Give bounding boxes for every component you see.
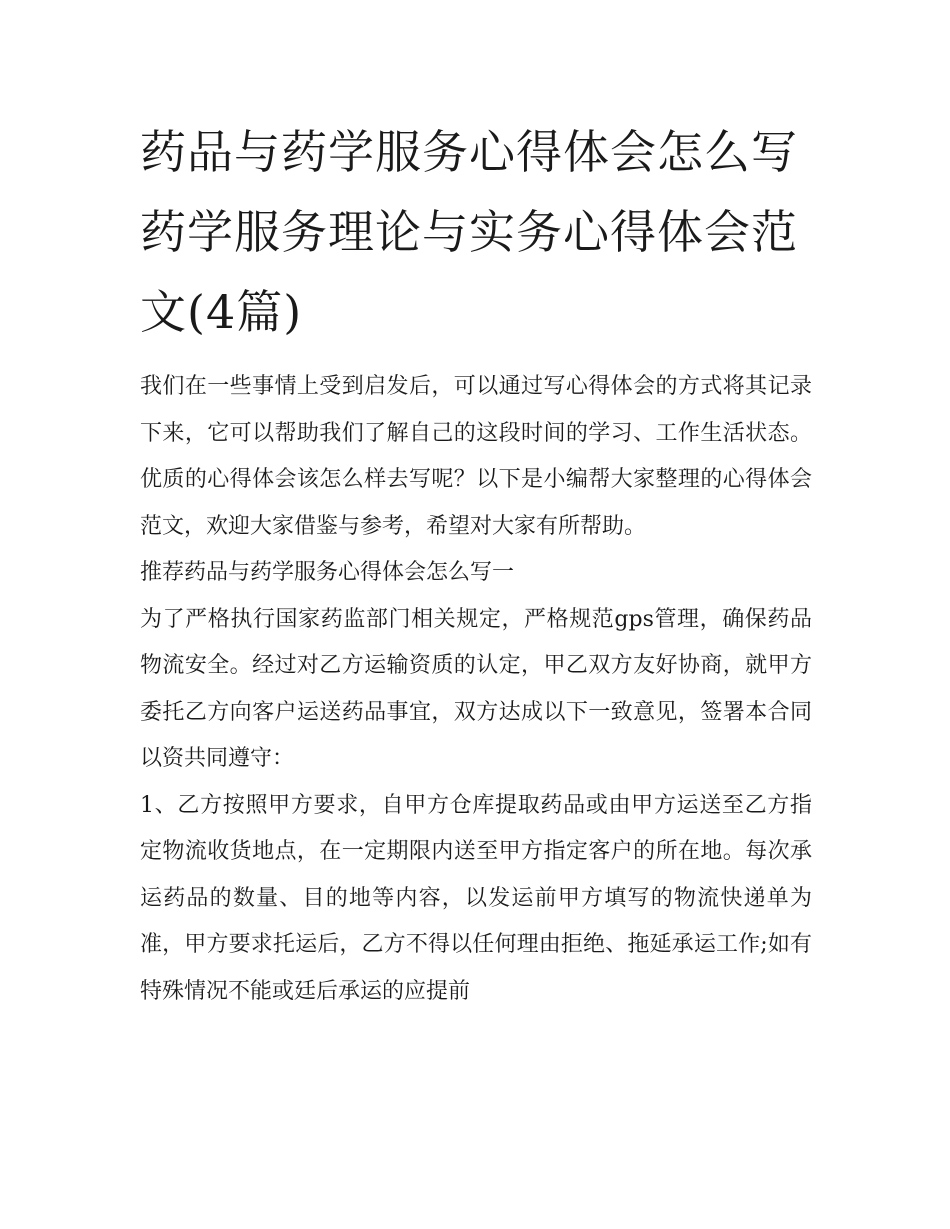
- document-title: 药品与药学服务心得体会怎么写 药学服务理论与实务心得体会范文(4篇): [140, 125, 798, 339]
- clause-1-paragraph: 1、乙方按照甲方要求，自甲方仓库提取药品或由甲方运送至乙方指定物流收货地点，在一定期限内送至甲方指定客户的所在地。每次承运药品的数量、目的地等内容，以发运前甲方填写的物流快递单为准，甲方要求托运后，乙方不得以任何理由拒绝、拖延承运工作;如有特殊情况不能或廷后承运的应提前: [140, 792, 812, 1004]
- document-body: [140, 112, 812, 1015]
- section-heading: 推荐药品与药学服务心得体会怎么写一: [140, 560, 515, 585]
- intro-paragraph: 我们在一些事情上受到启发后，可以通过写心得体会的方式将其记录下来，它可以帮助我们了解自己的这段时间的学习、工作生活状态。优质的心得体会该怎么样去写呢？以下是小编帮大家整理的心得体会范文，欢迎大家借鉴与参考，希望对大家有所帮助。: [140, 374, 812, 539]
- contract-preamble-paragraph: 为了严格执行国家药监部门相关规定，严格规范gps管理，确保药品物流安全。经过对乙方运输资质的认定，甲乙双方友好协商，就甲方委托乙方向客户运送药品事宜，双方达成以下一致意见，签署本合同以资共同遵守：: [140, 606, 812, 771]
